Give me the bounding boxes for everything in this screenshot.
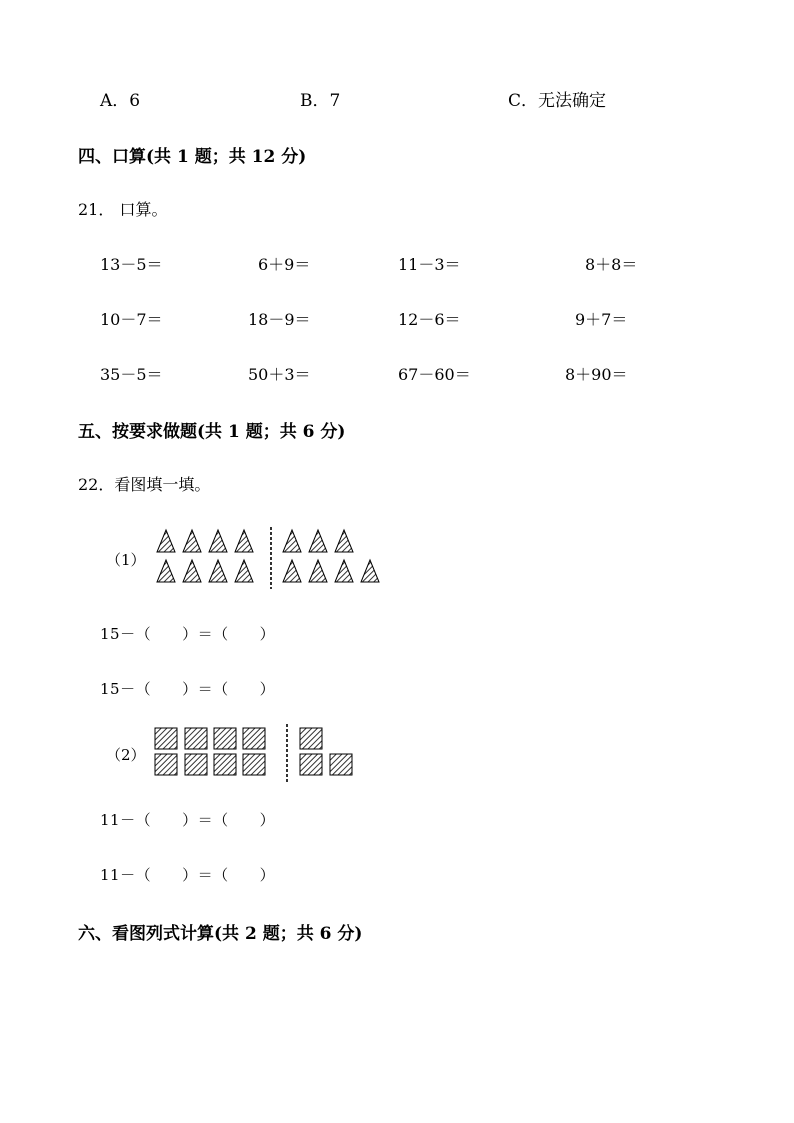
square-icon <box>330 754 352 775</box>
option-b: B．7 <box>300 91 341 111</box>
triangle-icon <box>283 530 301 552</box>
calc-item: 10－7＝ <box>100 310 163 329</box>
section-heading-5: 五、按要求做题(共 1 题；共 6 分) <box>78 422 346 442</box>
square-icon <box>155 754 177 775</box>
triangle-icon <box>235 530 253 552</box>
calc-item: 35－5＝ <box>100 365 163 384</box>
part-1-label: （1） <box>106 551 146 569</box>
fill-blank-equation: 11－（ ）＝（ ） <box>100 866 276 884</box>
question-22-title: 22．看图填一填。 <box>78 475 211 494</box>
triangle-icon <box>183 530 201 552</box>
square-icon <box>214 754 236 775</box>
square-icon <box>243 754 265 775</box>
fill-blank-equation: 15－（ ）＝（ ） <box>100 625 276 643</box>
fill-blank-equation: 11－（ ）＝（ ） <box>100 811 276 829</box>
triangle-icon <box>157 530 175 552</box>
square-figure <box>150 720 370 788</box>
triangle-figure <box>150 522 390 594</box>
triangle-icon <box>309 530 327 552</box>
square-icon <box>214 728 236 749</box>
calc-item: 9＋7＝ <box>575 310 628 329</box>
triangle-icon <box>335 560 353 582</box>
square-icon <box>155 728 177 749</box>
triangle-icon <box>157 560 175 582</box>
triangle-icon <box>235 560 253 582</box>
calc-item: 6＋9＝ <box>258 255 311 274</box>
triangle-icon <box>209 530 227 552</box>
calc-item: 50＋3＝ <box>248 365 311 384</box>
calc-item: 8＋90＝ <box>565 365 628 384</box>
calc-item: 18－9＝ <box>248 310 311 329</box>
square-icon <box>300 754 322 775</box>
triangle-icon <box>283 560 301 582</box>
fill-blank-equation: 15－（ ）＝（ ） <box>100 680 276 698</box>
calc-item: 11－3＝ <box>398 255 461 274</box>
square-icon <box>300 728 322 749</box>
triangle-icon <box>335 530 353 552</box>
option-c: C．无法确定 <box>508 91 607 111</box>
square-icon <box>185 754 207 775</box>
calc-item: 8＋8＝ <box>585 255 638 274</box>
section-heading-4: 四、口算(共 1 题；共 12 分) <box>78 147 307 167</box>
calc-item: 13－5＝ <box>100 255 163 274</box>
triangle-icon <box>209 560 227 582</box>
square-icon <box>243 728 265 749</box>
option-a: A．6 <box>100 91 141 111</box>
triangle-icon <box>183 560 201 582</box>
triangle-icon <box>361 560 379 582</box>
calc-item: 67－60＝ <box>398 365 471 384</box>
question-21-title: 21． 口算。 <box>78 200 168 219</box>
triangle-icon <box>309 560 327 582</box>
square-icon <box>185 728 207 749</box>
section-heading-6: 六、看图列式计算(共 2 题；共 6 分) <box>78 924 363 944</box>
part-2-label: （2） <box>106 746 146 764</box>
calc-item: 12－6＝ <box>398 310 461 329</box>
